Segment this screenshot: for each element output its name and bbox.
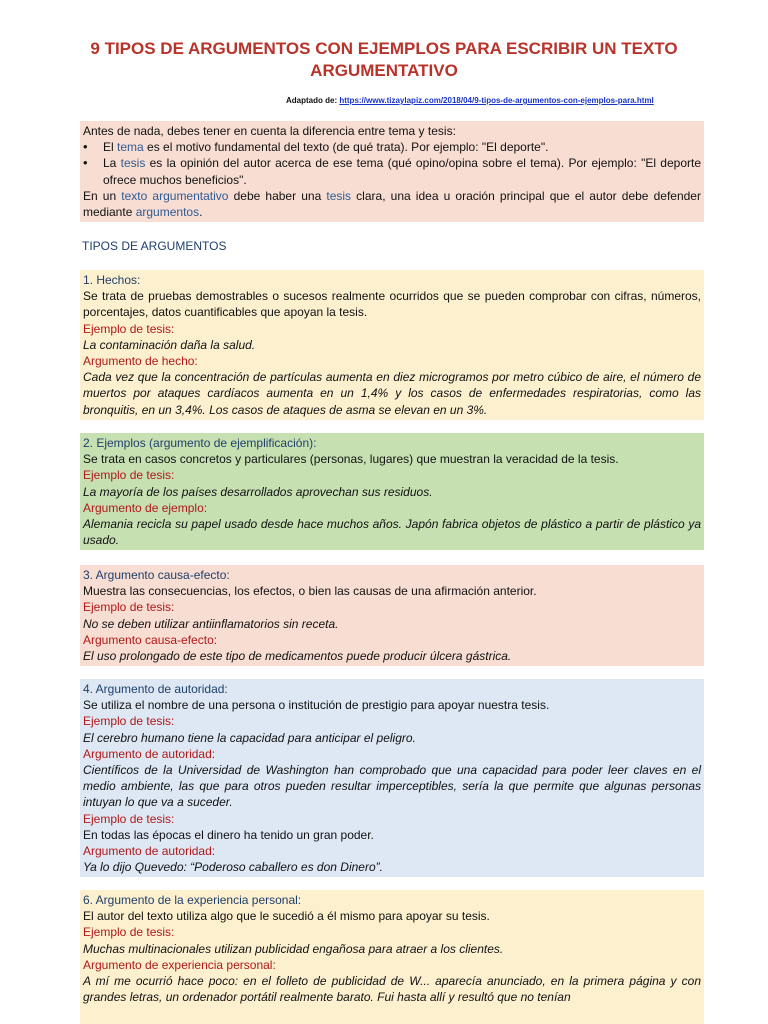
argument-label: Argumento de autoridad: [83,746,216,761]
thesis-label-2: Ejemplo de tesis: [83,811,175,826]
keyword-tesis: tesis [120,156,146,171]
intro-box [80,121,704,222]
section-heading-experiencia-personal: 6. Argumento de la experiencia personal: [83,893,302,907]
keyword-argumentos: argumentos [135,205,200,220]
thesis-example: No se deben utilizar antiinflamatorios sin receta. [83,616,339,631]
thesis-example: La mayoría de los países desarrollados aprovechan sus residuos. [83,484,433,499]
section-description: Se utiliza el nombre de una persona o institución de prestigio para apoyar nuestra tesis. [83,698,550,713]
argument-label: Argumento de experiencia personal: [83,957,276,972]
argument-example-2: Ya lo dijo Quevedo: “Poderoso caballero es don Dinero”. [83,860,383,875]
thesis-label: Ejemplo de tesis: [83,321,175,336]
section-hechos [80,270,704,420]
argument-label: Argumento de hecho: [83,354,198,369]
section-description: Se trata de pruebas demostrables o sucesos realmente ocurridos que se pueden comprobar con cifras, números, porcentajes, datos cuantificables que apoyan la tesis. [83,289,701,320]
argument-example: A mí me ocurrió hace poco: en el folleto de publicidad de W... aparecía anunciado, en la primera página y con grandes letras, un ordenador portátil realmente barato. Fui hasta allí y resultó que no tenían [83,974,701,1005]
thesis-label: Ejemplo de tesis: [83,600,175,615]
section-heading-autoridad: 4. Argumento de autoridad: [83,682,228,696]
keyword-tesis-2: tesis [326,188,352,203]
section-heading-ejemplos: 2. Ejemplos (argumento de ejemplificación): [83,436,317,450]
source-line [286,96,706,105]
intro-bullet-tema: • El tema es el motivo fundamental del texto (de qué trata). Por ejemplo: "El deporte". [83,139,701,155]
thesis-label: Ejemplo de tesis: [83,468,175,483]
keyword-tema: tema [117,140,144,155]
section-description: El autor del texto utiliza algo que le sucedió a él mismo para apoyar su tesis. [83,909,490,924]
source-label: Adaptado de: [286,96,338,105]
argument-example: Alemania recicla su papel usado desde hace muchos años. Japón fabrica objetos de plástico a partir de plástico ya usado. [83,517,701,548]
thesis-label: Ejemplo de tesis: [83,714,175,729]
section-heading-hechos: 1. Hechos: [83,273,141,287]
argument-example: Científicos de la Universidad de Washington han comprobado que una capacidad para poder leer claves en el medio ambiente, las que para otros pueden resultar imperceptibles, sería la que permite que algunas personas intuyan lo que va a suceder. [83,763,701,810]
thesis-example: La contaminación daña la salud. [83,337,256,352]
section-causa-efecto [80,565,704,666]
section-heading-causa-efecto: 3. Argumento causa-efecto: [83,568,230,582]
section-experiencia-personal [80,890,704,1024]
section-ejemplos [80,433,704,550]
argument-label: Argumento de ejemplo: [83,500,208,515]
intro-paragraph: En un texto argumentativo debe haber una tesis clara, una idea u oración principal que el autor debe defender mediante argumentos. [83,188,701,220]
intro-list [83,139,701,188]
thesis-example: El cerebro humano tiene la capacidad para anticipar el peligro. [83,730,416,745]
source-link[interactable]: https://www.tizaylapiz.com/2018/04/9-tipos-de-argumentos-con-ejemplos-para.html [339,96,654,105]
thesis-label: Ejemplo de tesis: [83,925,175,940]
thesis-example-2: En todas las épocas el dinero ha tenido un gran poder. [83,827,374,842]
section-description: Muestra las consecuencias, los efectos, o bien las causas de una afirmación anterior. [83,584,537,599]
argument-label-2: Argumento de autoridad: [83,844,216,859]
thesis-example: Muchas multinacionales utilizan publicidad engañosa para atraer a los clientes. [83,941,504,956]
section-heading: TIPOS DE ARGUMENTOS [82,239,227,253]
document-title: 9 TIPOS DE ARGUMENTOS CON EJEMPLOS PARA ESCRIBIR UN TEXTO ARGUMENTATIVO [90,39,678,80]
section-autoridad [80,679,704,877]
intro-lead: Antes de nada, debes tener en cuenta la diferencia entre tema y tesis: [83,124,456,138]
argument-label: Argumento causa-efecto: [83,632,218,647]
argument-example: Cada vez que la concentración de partículas aumenta en diez microgramos por metro cúbico de aire, el número de muertos por ataques cardíacos aumenta en un 1,4% y los casos de enfermedades respiratorias, como las bronquitis, en un 3,4%. Los casos de ataques de asma se elevan en un 3%. [83,370,701,417]
section-description: Se trata en casos concretos y particulares (personas, lugares) que muestran la veracidad de la tesis. [83,452,619,467]
intro-bullet-tesis: • La tesis es la opinión del autor acerca de ese tema (qué opino/opina sobre el tema). Por ejemplo: "El deporte ofrece muchos beneficios". [83,155,701,187]
argument-example: El uso prolongado de este tipo de medicamentos puede producir úlcera gástrica. [83,649,512,664]
keyword-texto-argumentativo: texto argumentativo [121,188,229,203]
